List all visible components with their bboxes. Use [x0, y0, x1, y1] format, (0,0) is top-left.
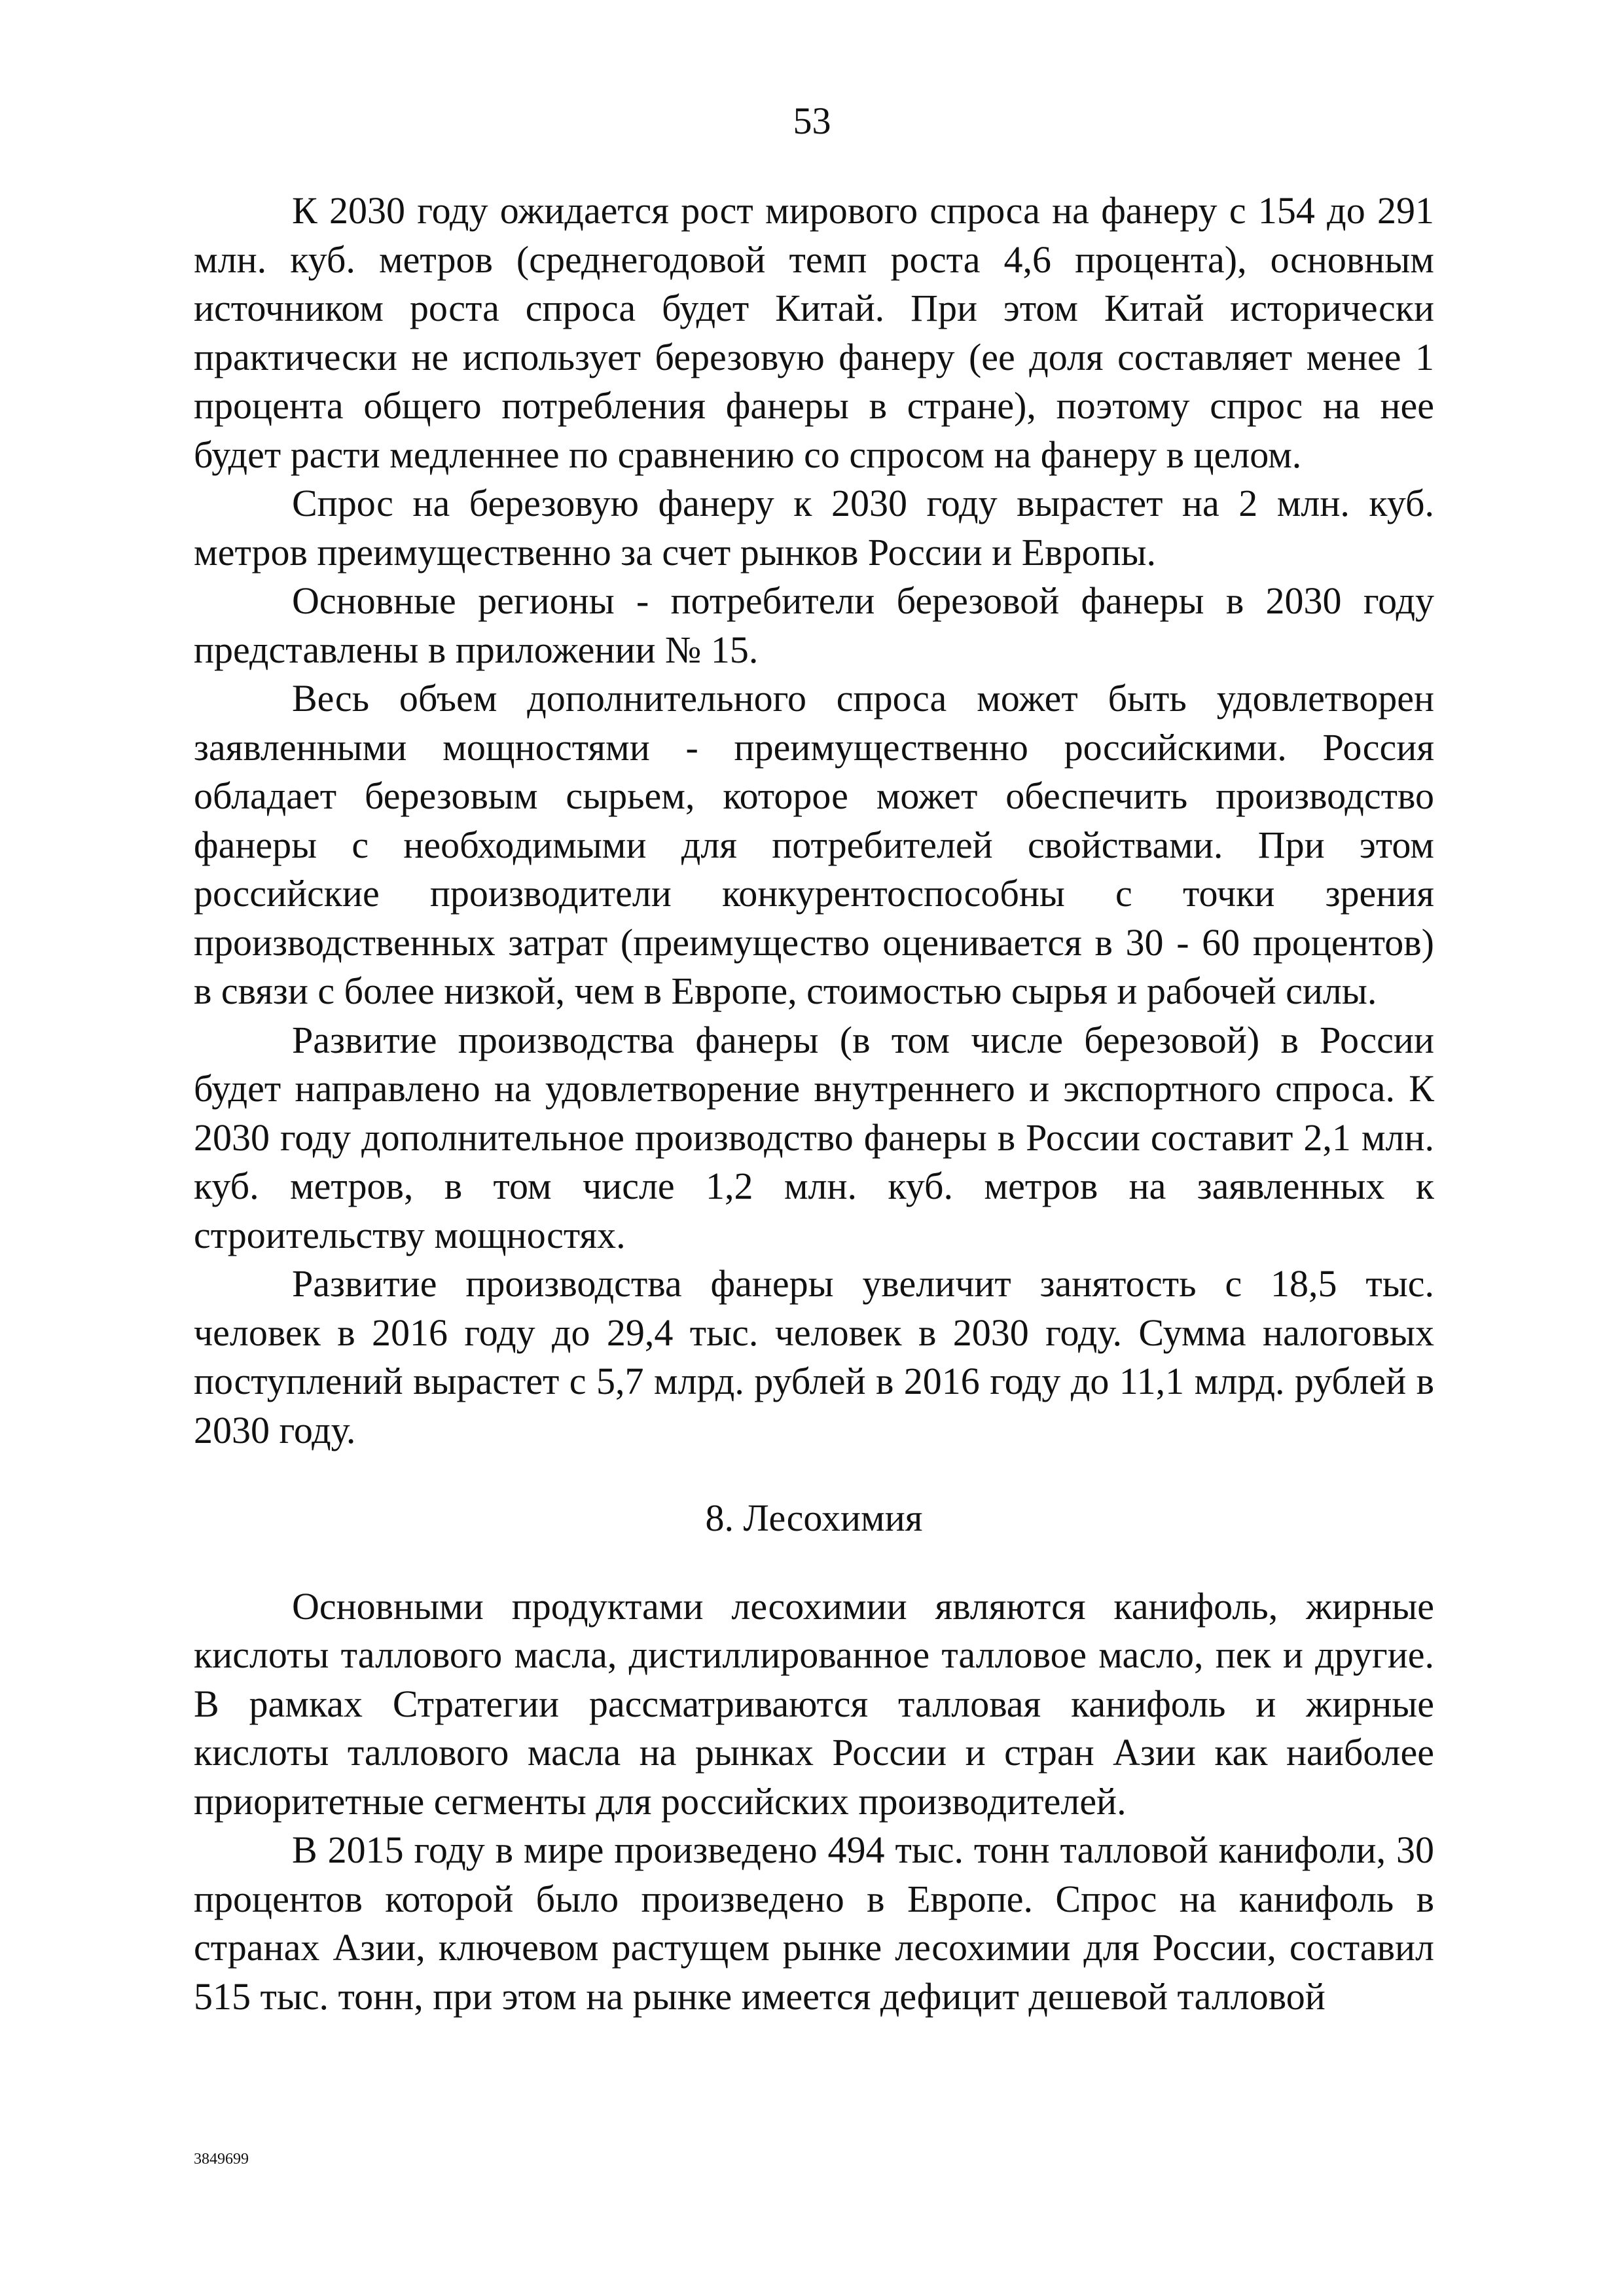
paragraph: Спрос на березовую фанеру к 2030 году вырастет на 2 млн. куб. метров преимущественно за счет рынков России и Европы.	[194, 482, 1434, 574]
document-body	[194, 187, 1434, 2021]
paragraph: Развитие производства фанеры (в том числе березовой) в России будет направлено на удовлетворение внутреннего и экспортного спроса. К 2030 году дополнительное производство фанеры в России составит 2,1 млн. куб. метров, в том числе 1,2 млн. куб. метров на заявленных к строительству мощностях.	[194, 1018, 1434, 1256]
paragraph: Основными продуктами лесохимии являются канифоль, жирные кислоты таллового масла, дистиллированное талловое масло, пек и другие. В рамках Стратегии рассматриваются талловая канифоль и жирные кислоты таллового масла на рынках России и стран Азии как наиболее приоритетные сегменты для российских производителей.	[194, 1584, 1434, 1823]
paragraph: Весь объем дополнительного спроса может быть удовлетворен заявленными мощностями - преимущественно российскими. Россия обладает березовым сырьем, которое может обеспечить производство фанеры с необходимыми для потребителей свойствами. При этом российские производители конкурентоспособны с точки зрения производственных затрат (преимущество оценивается в 30 - 60 процентов) в связи с более низкой, чем в Европе, стоимостью сырья и рабочей силы.	[194, 677, 1434, 1012]
paragraph: Развитие производства фанеры увеличит занятость с 18,5 тыс. человек в 2016 году до 29,4 тыс. человек в 2030 году. Сумма налоговых поступлений вырастет с 5,7 млрд. рублей в 2016 году до 11,1 млрд. рублей в 2030 году.	[194, 1262, 1434, 1451]
section-title: 8. Лесохимия	[705, 1497, 923, 1539]
paragraph: К 2030 году ожидается рост мирового спроса на фанеру с 154 до 291 млн. куб. метров (среднегодовой темп роста 4,6 процента), основным источником роста спроса будет Китай. При этом Китай исторически практически не использует березовую фанеру (ее доля составляет менее 1 процента общего потребления фанеры в стране), поэтому спрос на нее будет расти медленнее по сравнению со спросом на фанеру в целом.	[194, 189, 1434, 476]
page-number: 53	[793, 100, 831, 142]
paragraph: В 2015 году в мире произведено 494 тыс. тонн талловой канифоли, 30 процентов которой было произведено в Европе. Спрос на канифоль в странах Азии, ключевом растущем рынке лесохимии для России, составил 515 тыс. тонн, при этом на рынке имеется дефицит дешевой талловой	[194, 1829, 1434, 2018]
paragraph: Основные регионы - потребители березовой фанеры в 2030 году представлены в приложении № 15.	[194, 579, 1434, 671]
document-id: 3849699	[194, 2151, 249, 2168]
